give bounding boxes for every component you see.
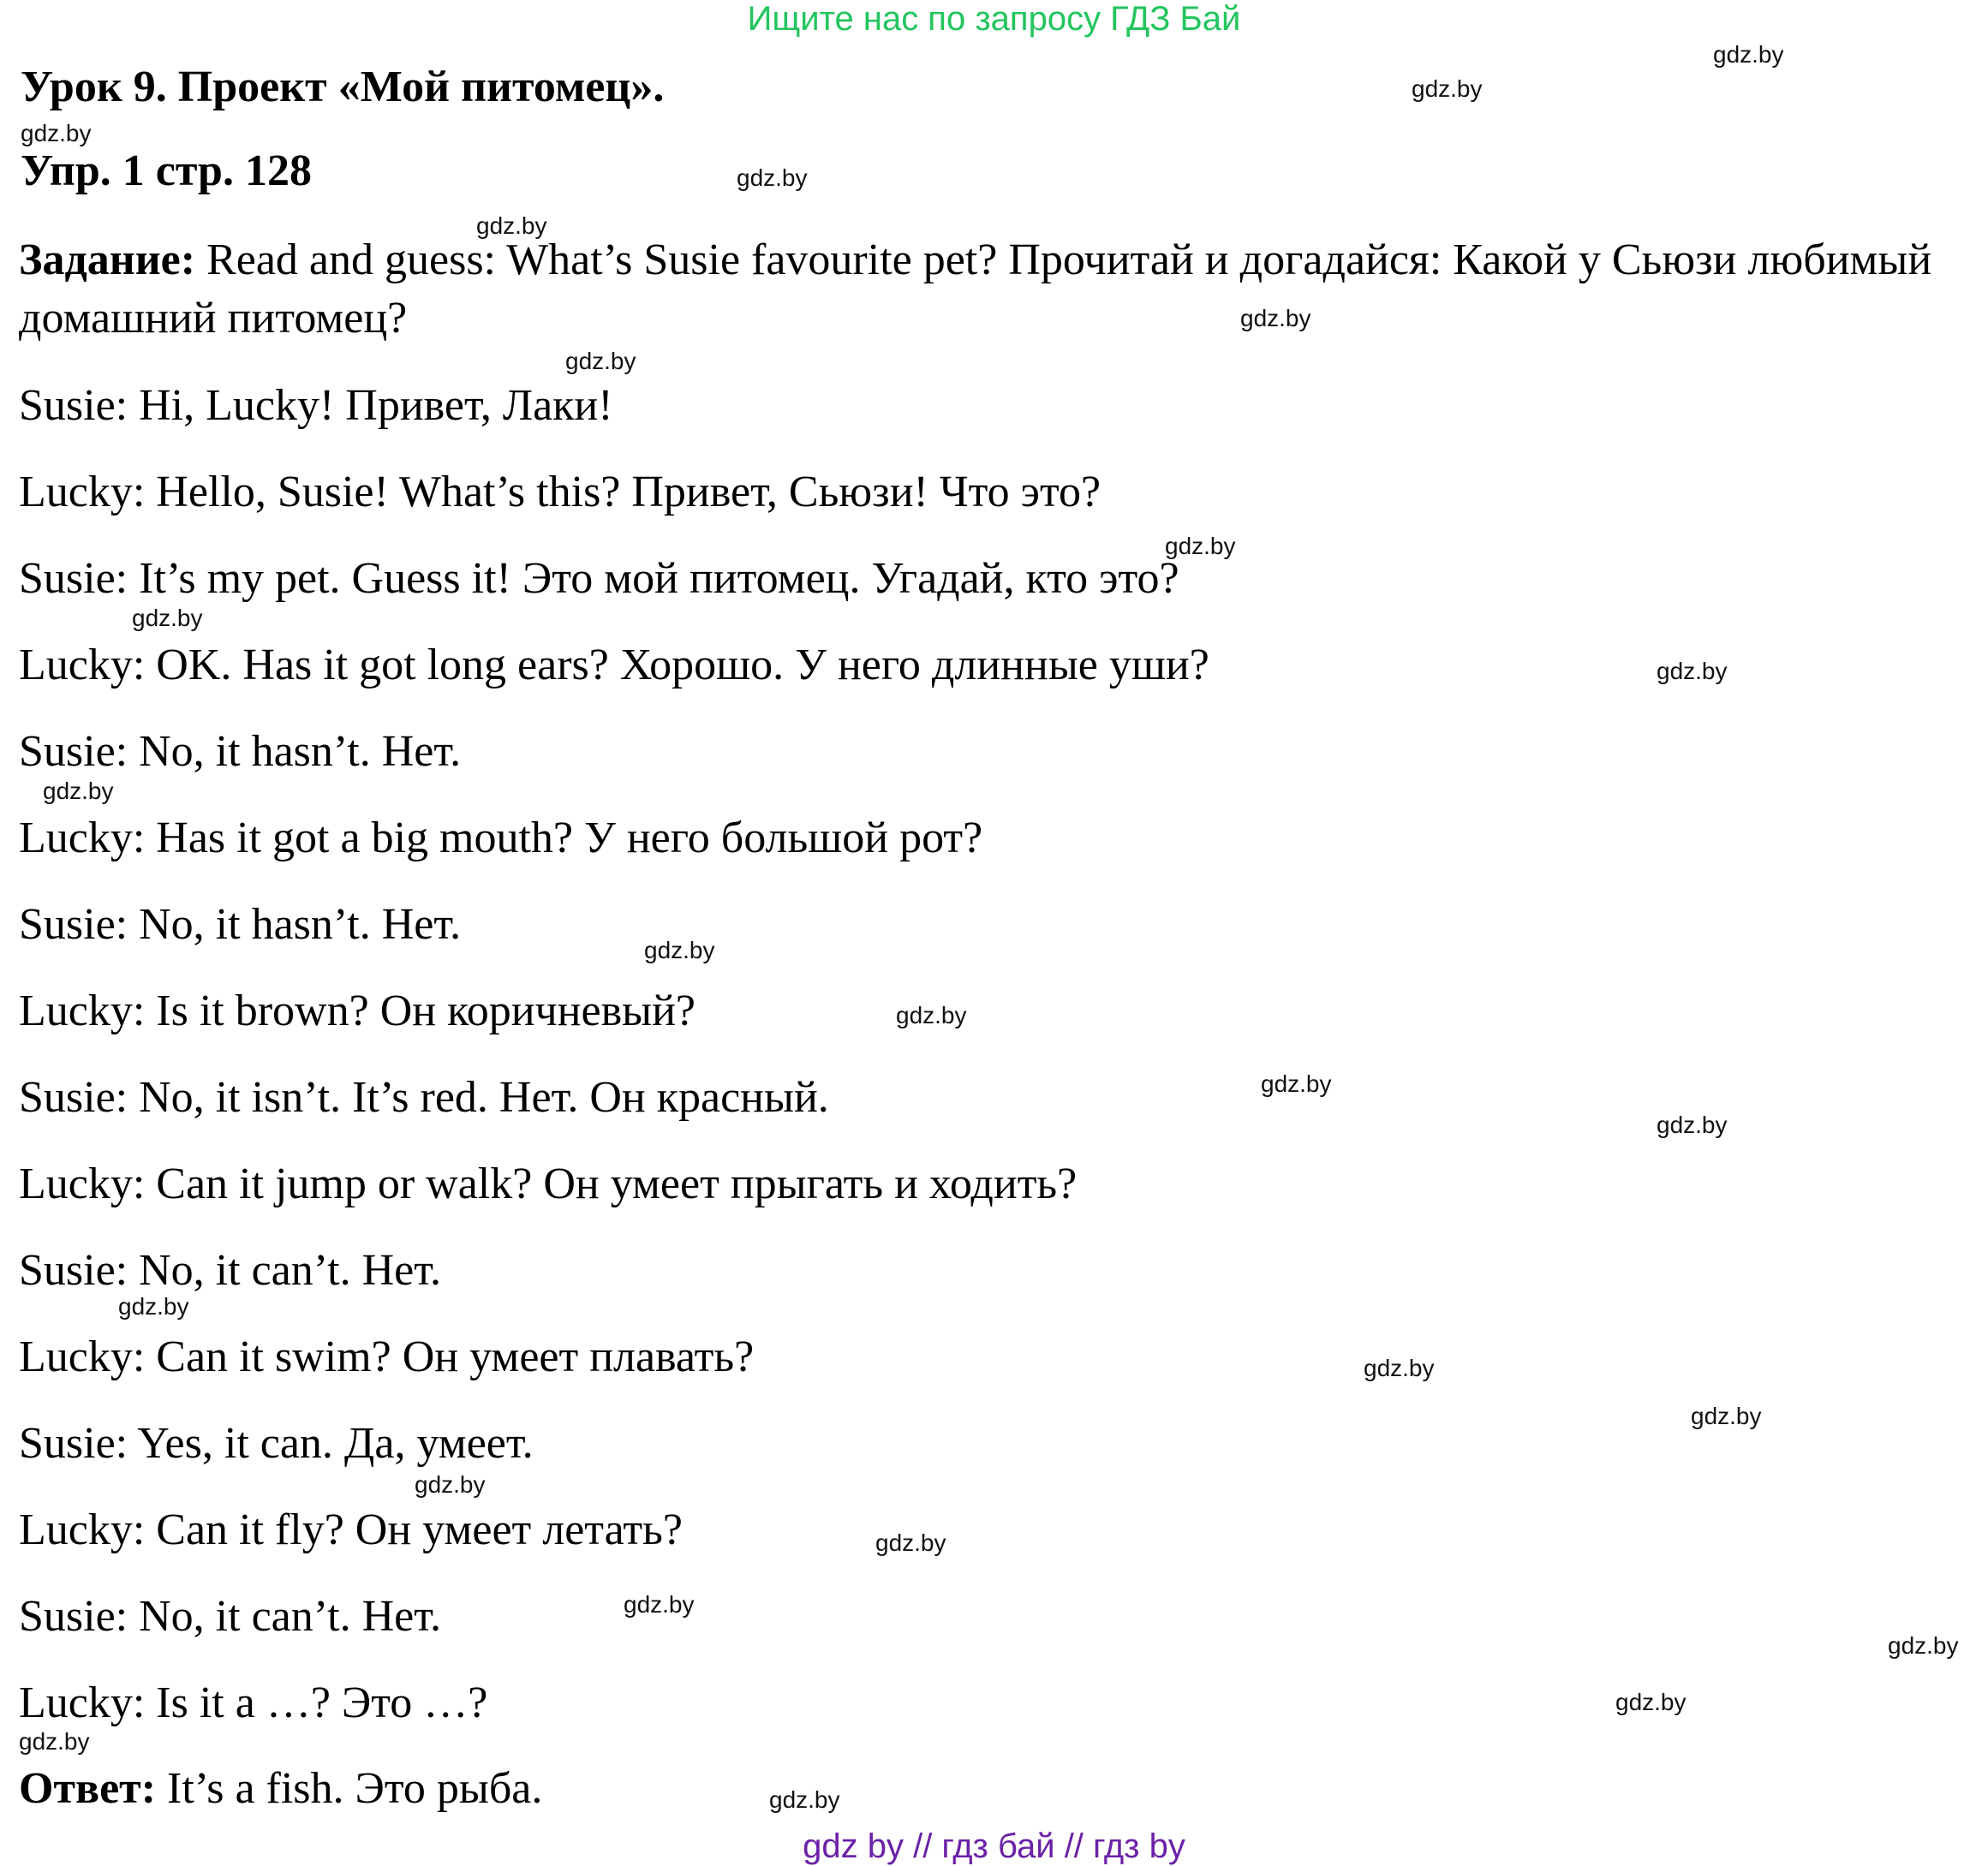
watermark: gdz.by: [1691, 1403, 1762, 1429]
watermark: gdz.by: [769, 1786, 840, 1813]
watermark: gdz.by: [1364, 1355, 1435, 1381]
dialogue-line: Lucky: Hello, Susie! What’s this? Привет, Сьюзи! Что это?: [19, 468, 1101, 516]
answer-line: [19, 1763, 542, 1814]
dialogue-line: Lucky: Has it got a big mouth? У него большой рот?: [19, 814, 983, 862]
footer-links[interactable]: gdz by // гдз бай // гдз by: [803, 1827, 1185, 1865]
watermark: gdz.by: [644, 937, 715, 963]
dialogue-line: Susie: It’s my pet. Guess it! Это мой питомец. Угадай, кто это?: [19, 554, 1179, 603]
watermark: gdz.by: [737, 164, 808, 191]
task-label: Задание:: [19, 235, 196, 284]
watermark: gdz.by: [118, 1293, 189, 1320]
watermark: gdz.by: [415, 1471, 486, 1498]
watermark: gdz.by: [1615, 1689, 1687, 1715]
dialogue-line: Susie: Yes, it can. Да, умеет.: [19, 1419, 534, 1468]
task-paragraph: [19, 231, 1980, 348]
watermark: gdz.by: [1165, 533, 1236, 559]
lesson-title: Урок 9. Проект «Мой питомец».: [21, 63, 665, 111]
dialogue-line: Susie: No, it isn’t. It’s red. Нет. Он красный.: [19, 1073, 829, 1122]
dialogue-line: Susie: No, it hasn’t. Нет.: [19, 900, 462, 949]
dialogue-line: Lucky: Can it fly? Он умеет летать?: [19, 1505, 683, 1554]
dialogue-line: Lucky: OK. Has it got long ears? Хорошо. У него длинные уши?: [19, 641, 1209, 689]
top-banner[interactable]: Ищите нас по запросу ГДЗ Бай: [747, 0, 1241, 38]
watermark: gdz.by: [565, 348, 636, 374]
dialogue-line: Lucky: Can it swim? Он умеет плавать?: [19, 1332, 755, 1381]
dialogue-line: Susie: No, it can’t. Нет.: [19, 1592, 442, 1641]
watermark: gdz.by: [43, 778, 114, 804]
watermark: gdz.by: [896, 1002, 967, 1028]
dialogue-line: Susie: No, it hasn’t. Нет.: [19, 727, 462, 776]
watermark: gdz.by: [1713, 41, 1784, 68]
watermark: gdz.by: [132, 605, 203, 631]
dialogue-line: Susie: No, it can’t. Нет.: [19, 1246, 442, 1295]
dialogue-line: Susie: Hi, Lucky! Привет, Лаки!: [19, 381, 613, 430]
task-text: Read and guess: What’s Susie favourite pet? Прочитай и догадайся: Какой у Сьюзи любимый домашний питомец?: [19, 235, 1932, 343]
dialogue-line: Lucky: Is it brown? Он коричневый?: [19, 987, 696, 1035]
watermark: gdz.by: [1412, 75, 1483, 102]
dialogue-line: Lucky: Can it jump or walk? Он умеет прыгать и ходить?: [19, 1160, 1078, 1208]
watermark: gdz.by: [1261, 1070, 1332, 1097]
exercise-title: Упр. 1 стр. 128: [21, 146, 312, 195]
watermark: gdz.by: [1888, 1632, 1959, 1659]
watermark: gdz.by: [1657, 1112, 1728, 1138]
answer-label: Ответ:: [19, 1764, 157, 1813]
watermark: gdz.by: [476, 212, 547, 239]
watermark: gdz.by: [21, 120, 92, 146]
watermark: gdz.by: [875, 1529, 946, 1556]
answer-text: It’s a fish. Это рыба.: [156, 1764, 543, 1813]
watermark: gdz.by: [624, 1591, 695, 1618]
watermark: gdz.by: [1657, 658, 1728, 684]
watermark: gdz.by: [1240, 305, 1311, 331]
dialogue-line: Lucky: Is it a …? Это …?: [19, 1678, 488, 1727]
watermark: gdz.by: [19, 1728, 90, 1755]
